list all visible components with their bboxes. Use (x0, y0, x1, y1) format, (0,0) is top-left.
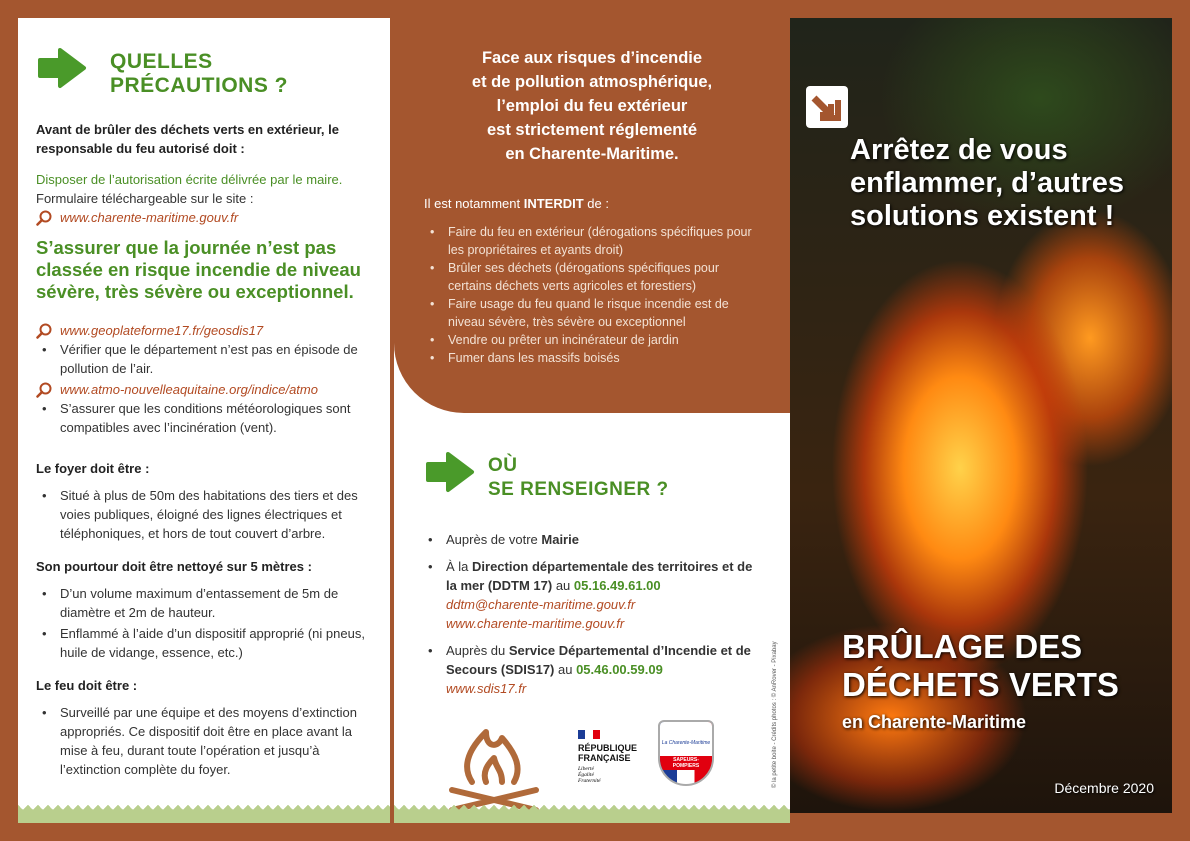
text: Direction départementale des territoires et de la mer (DDTM 17) (446, 559, 753, 593)
email-link[interactable]: ddtm@charente-maritime.gouv.fr (446, 597, 636, 612)
text: Service Départemental d’Incendie et de Secours (SDIS17) (446, 643, 751, 677)
link-text: www.charente-maritime.gouv.fr (60, 210, 239, 225)
risk-heading: S’assurer que la journée n’est pas classée en risque incendie de niveau sévère, très sévère ou exceptionnel. (36, 237, 361, 302)
grass-border (394, 805, 790, 823)
regulation-intro (394, 46, 790, 166)
link-geoplateforme[interactable] (36, 321, 376, 340)
list-item: • D’un volume maximum d’entassement de 5m de diamètre et 2m de hauteur. (36, 584, 376, 622)
arrow-down-right-icon (806, 86, 848, 128)
precautions-panel (18, 18, 390, 823)
list-item: • Vendre ou prêter un incinérateur de jardin (424, 331, 760, 349)
magnifier-icon (36, 382, 52, 398)
contact-ddtm (422, 557, 762, 633)
form-text: Formulaire téléchargeable sur le site : (36, 191, 254, 206)
intro-line: est strictement réglementé (487, 121, 697, 139)
intro-line: et de pollution atmosphérique, (471, 73, 713, 91)
intro-line: l’emploi du feu extérieur (496, 97, 688, 115)
photo-credits: © la petite boite - Crédits photos : © AnRover - Pixabay (772, 641, 778, 788)
contact-sdis (422, 641, 762, 698)
regulation-box (394, 18, 790, 413)
grass-border (18, 805, 390, 823)
logo-text: RÉPUBLIQUE (578, 743, 638, 753)
pourtour-heading: Son pourtour doit être nettoyé sur 5 mètres : (36, 559, 312, 574)
web-link[interactable]: www.sdis17.fr (446, 681, 527, 696)
web-link[interactable]: www.charente-maritime.gouv.fr (446, 616, 625, 631)
info-panel (394, 18, 790, 823)
forbidden-heading (424, 196, 790, 211)
text: Il est notamment (424, 196, 524, 211)
precautions-title (110, 50, 288, 98)
phone-link[interactable]: 05.16.49.61.00 (573, 578, 661, 593)
list-item: • Faire usage du feu quand le risque incendie est de niveau sévère, très sévère ou exceptionnel (424, 295, 760, 331)
cover-tagline: Arrêtez de vous enflammer, d’autres solutions existent ! (850, 134, 1124, 232)
text: de : (583, 196, 609, 211)
text: Auprès de votre (446, 532, 542, 547)
text: au (554, 662, 577, 677)
link-atmo[interactable] (36, 380, 376, 399)
list-item: • Enflammé à l’aide d’un dispositif approprié (ni pneus, huile de vidange, essence, etc.) (36, 624, 376, 662)
intro-line: en Charente-Maritime. (505, 145, 679, 163)
text: Mairie (541, 532, 579, 547)
arrow-icon (36, 46, 88, 90)
republique-francaise-logo (578, 730, 648, 784)
arrow-icon (424, 450, 476, 494)
link-text: www.atmo-nouvelleaquitaine.org/indice/atmo (60, 382, 318, 397)
title-line: DÉCHETS VERTS (842, 666, 1119, 703)
magnifier-icon (36, 323, 52, 339)
sdis-logo (658, 720, 714, 786)
title-line: PRÉCAUTIONS ? (110, 74, 289, 97)
feu-heading: Le feu doit être : (36, 678, 138, 693)
title-line: QUELLES (110, 50, 213, 73)
cover-subtitle: en Charente-Maritime (842, 712, 1027, 732)
list-item: • Faire du feu en extérieur (dérogations spécifiques pour les propriétaires et ayants droit) (424, 223, 760, 259)
cover-panel (790, 18, 1172, 813)
info-title (488, 454, 669, 502)
cover-title (842, 628, 1119, 704)
list-item: • Situé à plus de 50m des habitations des tiers et des voies publiques, éloigné des lignes électriques et téléphoniques, et hors de tout couvert d’arbre. (36, 486, 376, 543)
title-line: OÙ (488, 455, 518, 476)
cover-date: Décembre 2020 (1054, 780, 1154, 796)
list-item: • S’assurer que les conditions météorologiques sont compatibles avec l’incinération (vent). (36, 399, 376, 437)
title-line: SE RENSEIGNER ? (488, 479, 669, 500)
link-text: www.geoplateforme17.fr/geosdis17 (60, 323, 264, 338)
text: au (552, 578, 574, 593)
list-item: • Vérifier que le département n’est pas en épisode de pollution de l’air. (36, 340, 376, 378)
contact-mairie (422, 530, 762, 549)
magnifier-icon (36, 210, 52, 226)
foyer-heading: Le foyer doit être : (36, 461, 150, 476)
logo-text: La Charente-Maritime (660, 722, 712, 756)
list-item: • Brûler ses déchets (dérogations spécifiques pour certains déchets verts agricoles et forestiers) (424, 259, 760, 295)
authorization-text: Disposer de l’autorisation écrite délivrée par le maire. (36, 172, 343, 187)
logo-text: SAPEURS-POMPIERS (660, 756, 712, 770)
motto: Liberté (578, 766, 594, 772)
text: INTERDIT (523, 196, 584, 211)
motto: Égalité (578, 772, 594, 778)
text: Auprès du (446, 643, 509, 658)
title-line: BRÛLAGE DES (842, 628, 1083, 665)
phone-link[interactable]: 05.46.00.59.09 (576, 662, 663, 677)
text: À la (446, 559, 473, 574)
intro-text: Avant de brûler des déchets verts en extérieur, le responsable du feu autorisé doit : (36, 122, 339, 156)
campfire-icon (442, 724, 546, 816)
logo-text: FRANÇAISE (578, 753, 631, 763)
intro-line: Face aux risques d’incendie (481, 49, 703, 67)
motto: Fraternité (578, 778, 601, 784)
list-item: • Surveillé par une équipe et des moyens d’extinction appropriés. Ce dispositif doit être en place avant la mise à feu, durant toute l’opération et jusqu’à l’extinction complète du foyer. (36, 703, 376, 779)
link-charente-maritime[interactable] (36, 208, 376, 227)
list-item: • Fumer dans les massifs boisés (424, 349, 760, 367)
